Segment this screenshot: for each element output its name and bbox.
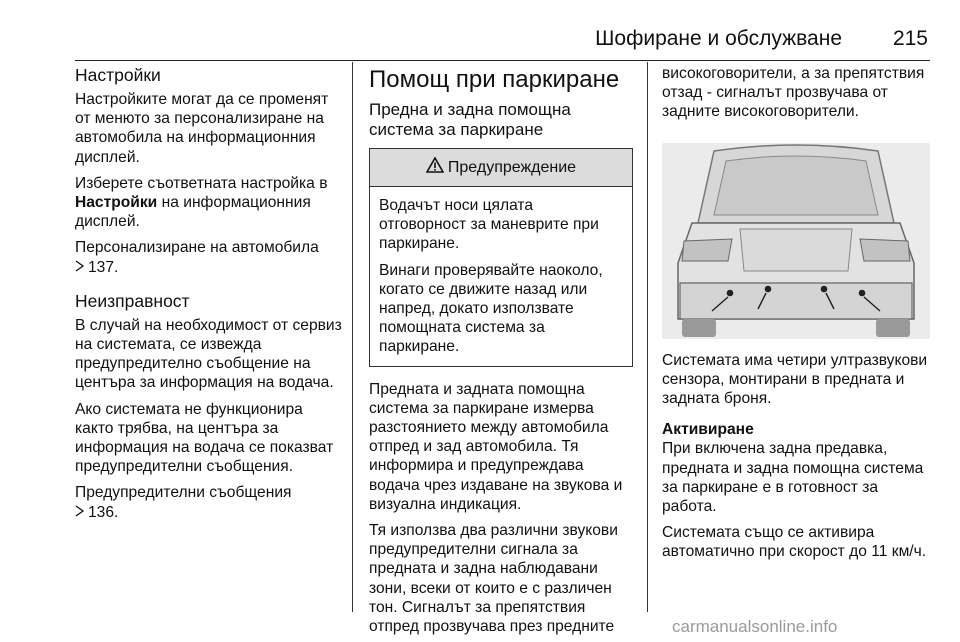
column-3	[662, 64, 930, 569]
crossref-page[interactable]: 136.	[88, 503, 119, 521]
car-rear-sensor-illustration	[662, 143, 930, 339]
column-divider-1	[352, 62, 353, 612]
watermark: carmanualsonline.info	[672, 617, 838, 636]
warning-box	[369, 148, 633, 367]
page-number: 215	[892, 27, 928, 50]
parking-paragraph-1: Предната и задната помощна система за паркиране измерва разстоянието между автомобила отпред и зад автомобила. Тя информира и предупреждава водача чрез издаване на звукова и визуална индикация.	[369, 380, 623, 513]
activation-paragraph-1: При включена задна предавка, предната и задна помощна система за паркиране е в готовност за работа.	[662, 440, 924, 516]
crossref-text: Предупредителни съобщения	[75, 484, 292, 502]
fault-paragraph-2: Ако системата не функционира както трябва, на центъра за информация на водача се показват предупредителни съобщения.	[75, 400, 334, 476]
column-1	[75, 64, 343, 529]
column-2	[369, 64, 633, 642]
parking-paragraph-2: Тя използва два различни звукови предупредителни сигнала за предната и задна наблюдавани зони, всеки от които е с различен тон. Сигналът за препятствия отпред прозвучава през предните	[369, 522, 618, 636]
settings-crossref	[75, 238, 343, 276]
warning-title: Предупреждение	[447, 158, 577, 176]
section-title: Шофиране и обслужване	[595, 27, 842, 50]
activation-heading: Активиране	[662, 421, 754, 439]
warning-triangle-icon	[426, 157, 444, 178]
activation-paragraph-2: Системата също се активира автоматично при скорост до 11 км/ч.	[662, 524, 927, 561]
warning-paragraph-1: Водачът носи цялата отговорност за маневрите при паркиране.	[379, 197, 599, 253]
xref-arrow-icon	[75, 503, 88, 522]
settings-menu-name: Настройки	[75, 194, 158, 212]
parking-assist-heading: Помощ при паркиране	[369, 66, 620, 93]
crossref-page[interactable]: 137.	[88, 258, 119, 276]
fault-heading: Неизправност	[75, 290, 190, 311]
column-divider-2	[647, 62, 648, 612]
settings-heading: Настройки	[75, 65, 161, 85]
crossref-text: Персонализиране на автомобила	[75, 239, 319, 257]
warning-header	[370, 149, 632, 187]
text: Изберете съответната настройка в	[75, 174, 328, 192]
page-header	[75, 27, 930, 61]
text: на информационния дисплей.	[75, 194, 311, 231]
parking-assist-subheading: Предна и задна помощна система за паркиране	[369, 100, 571, 139]
settings-paragraph-2	[75, 174, 343, 232]
warning-body	[370, 187, 632, 366]
fault-paragraph-1: В случай на необходимост от сервиз на системата, се извежда предупредително съобщение на центъра за информация на водача.	[75, 316, 342, 392]
settings-paragraph-1: Настройките могат да се променят от менюто за персонализиране на автомобила на информационния дисплей.	[75, 91, 329, 166]
warning-paragraph-2: Винаги проверявайте наоколо, когато се движите назад или напред, докато използвате помощната система за паркиране.	[379, 261, 603, 356]
sensors-paragraph: Системата има четири ултразвукови сензора, монтирани в предната и задната броня.	[662, 351, 928, 408]
xref-arrow-icon	[75, 258, 88, 277]
continued-paragraph: високоговорители, а за препятствия отзад - сигналът прозвучава от задните високоговорители.	[662, 65, 925, 121]
fault-crossref	[75, 483, 343, 521]
